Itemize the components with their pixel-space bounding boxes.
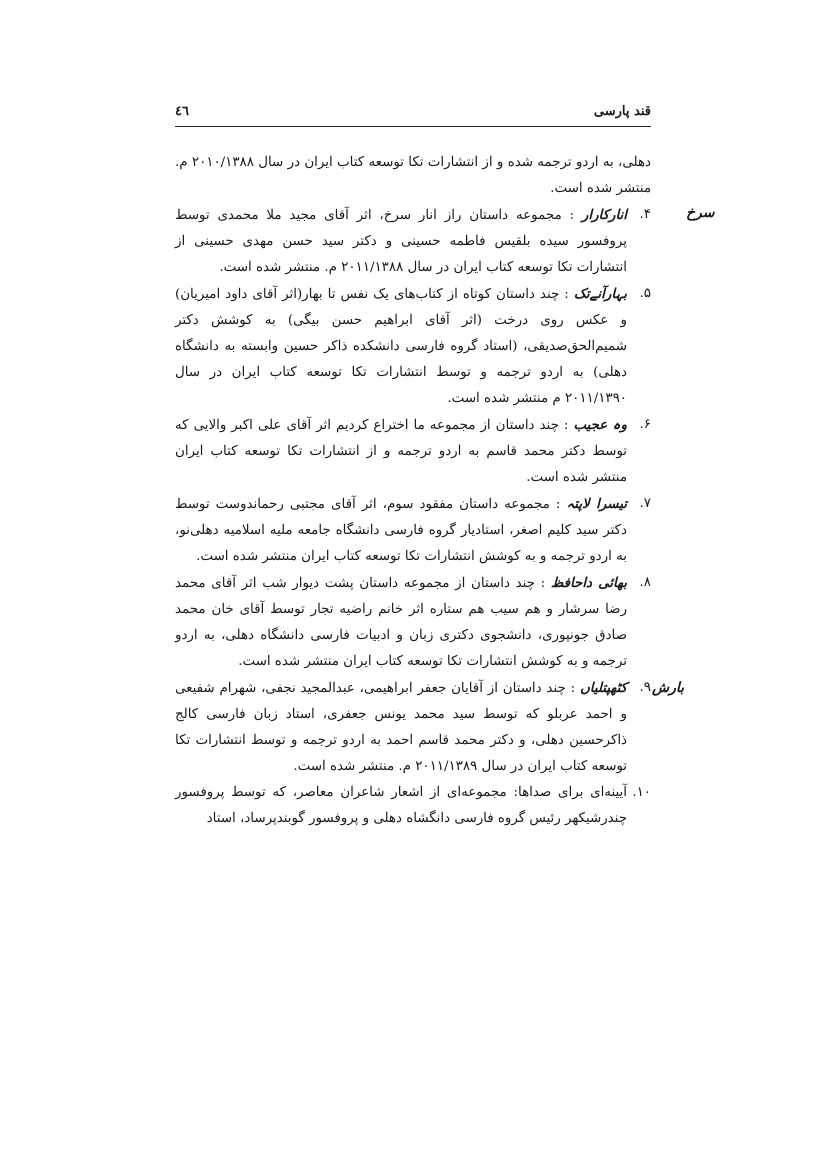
item-number: ۱۰. xyxy=(632,785,651,800)
item-title: بھائی داحافظ xyxy=(550,575,627,591)
list-item-9 xyxy=(175,675,651,780)
item-number: ۵. xyxy=(639,286,651,301)
item-title: کٹھپتلیاں xyxy=(579,680,627,696)
item-number: ۴. xyxy=(639,207,651,222)
item-text: آیینه‌ای برای صداها: مجموعه‌ای از اشعار شاعران معاصر، که توسط پروفسور چندرشیکهر رئیس گروه فارسی دانگشاه دهلی و پروفسور گوبندپرساد، استاد xyxy=(175,785,627,826)
page-number: ٤٦ xyxy=(175,104,189,119)
item-text: : چند داستان از آقایان جعفر ابراهیمی، عبدالمجید نجفی، شهرام شفیعی و احمد عربلو که توسط سید محمد یونس جعفری، استاد زبان فارسی کالج ذاکرحسین دهلی، و دکتر محمد قاسم احمد به اردو ترجمه و توسط انتشارات تکا توسعه کتاب ایران در سال ۲۰۱۱/۱۳۸۹ م. منتشر شده است. xyxy=(175,681,627,774)
list-item-4 xyxy=(175,202,651,281)
item-number: ۶. xyxy=(639,417,651,432)
margin-note-item-4: سرخ xyxy=(686,205,715,221)
item-number: ۹. xyxy=(639,680,651,695)
item-number: ۷. xyxy=(639,496,651,511)
intro-paragraph: دهلی، به اردو ترجمه شده و از انتشارات تکا توسعه کتاب ایران در سال ۲۰۱۰/۱۳۸۸ م. منتشر شده است. xyxy=(175,155,652,196)
list-item-5 xyxy=(175,281,651,412)
item-title: بہارآنےتک xyxy=(573,286,627,302)
list-item-10 xyxy=(175,780,651,832)
item-text: : مجموعه داستان مفقود سوم، اثر آقای مجتبی رحماندوست توسط دکتر سید کلیم اصغر، استادیار گروه فارسی دانشگاه جامعه ملیه اسلامیه دهلی‌نو، به اردو ترجمه و به کوشش انتشارات تکا توسعه کتاب ایران منتشر شده است. xyxy=(175,497,627,564)
item-text: : مجموعه داستان راز انار سرخ، اثر آقای مجید ملا محمدی توسط پروفسور سیده بلقیس فاطمه حسینی و دکتر سید حسن مهدی حسینی از انتشارات تکا توسعه کتاب ایران در سال ۲۰۱۱/۱۳۸۸ م. منتشر شده است. xyxy=(175,208,627,275)
item-text: : چند داستان از مجموعه ما اختراع کردیم اثر آقای علی اکبر والایی که توسط دکتر محمد قاسم به اردو ترجمه و از انتشارات تکا توسعه کتاب ایران منتشر شده است. xyxy=(175,418,627,485)
item-title: تیسرا لاپتہ xyxy=(566,496,627,512)
item-number: ۸. xyxy=(639,575,651,590)
item-title: وہ عجیب xyxy=(573,417,627,433)
item-title: انارکارار xyxy=(581,207,627,223)
list-item-6 xyxy=(175,412,651,491)
journal-title: قند پارسی xyxy=(593,104,651,119)
item-text: : چند داستان از مجموعه داستان پشت دیوار شب اثر آقای محمد رضا سرشار و هم سیب هم ستاره اثر خانم راضیه تجار توسط آقای خان محمد صادق جونپوری، دانشجوی دکتری زبان و ادبیات فارسی دانشگاه دهلی، به اردو ترجمه و به کوشش انتشارات تکا توسعه کتاب ایران منتشر شده است. xyxy=(175,576,627,669)
list-item-7 xyxy=(175,491,651,570)
item-text: : چند داستان کوتاه از کتاب‌های یک نفس تا بهار(اثر آقای داود امیریان) و عکس روی درخت (اثر آقای ابراهیم حسن بیگی) به کوشش دکتر شمیم‌الحق‌صدیقی، (استاد گروه فارسی دانشکده ذاکر حسین وابسته به دانشگاه دهلی) به اردو ترجمه و توسط انتشارات تکا توسعه کتاب ایران در سال ۲۰۱۱/۱۳۹۰ م منتشر شده است. xyxy=(175,287,627,406)
list-item-8 xyxy=(175,570,651,675)
margin-note-item-9: بارش xyxy=(652,680,685,696)
page-header xyxy=(175,100,651,127)
article-body xyxy=(175,150,651,832)
